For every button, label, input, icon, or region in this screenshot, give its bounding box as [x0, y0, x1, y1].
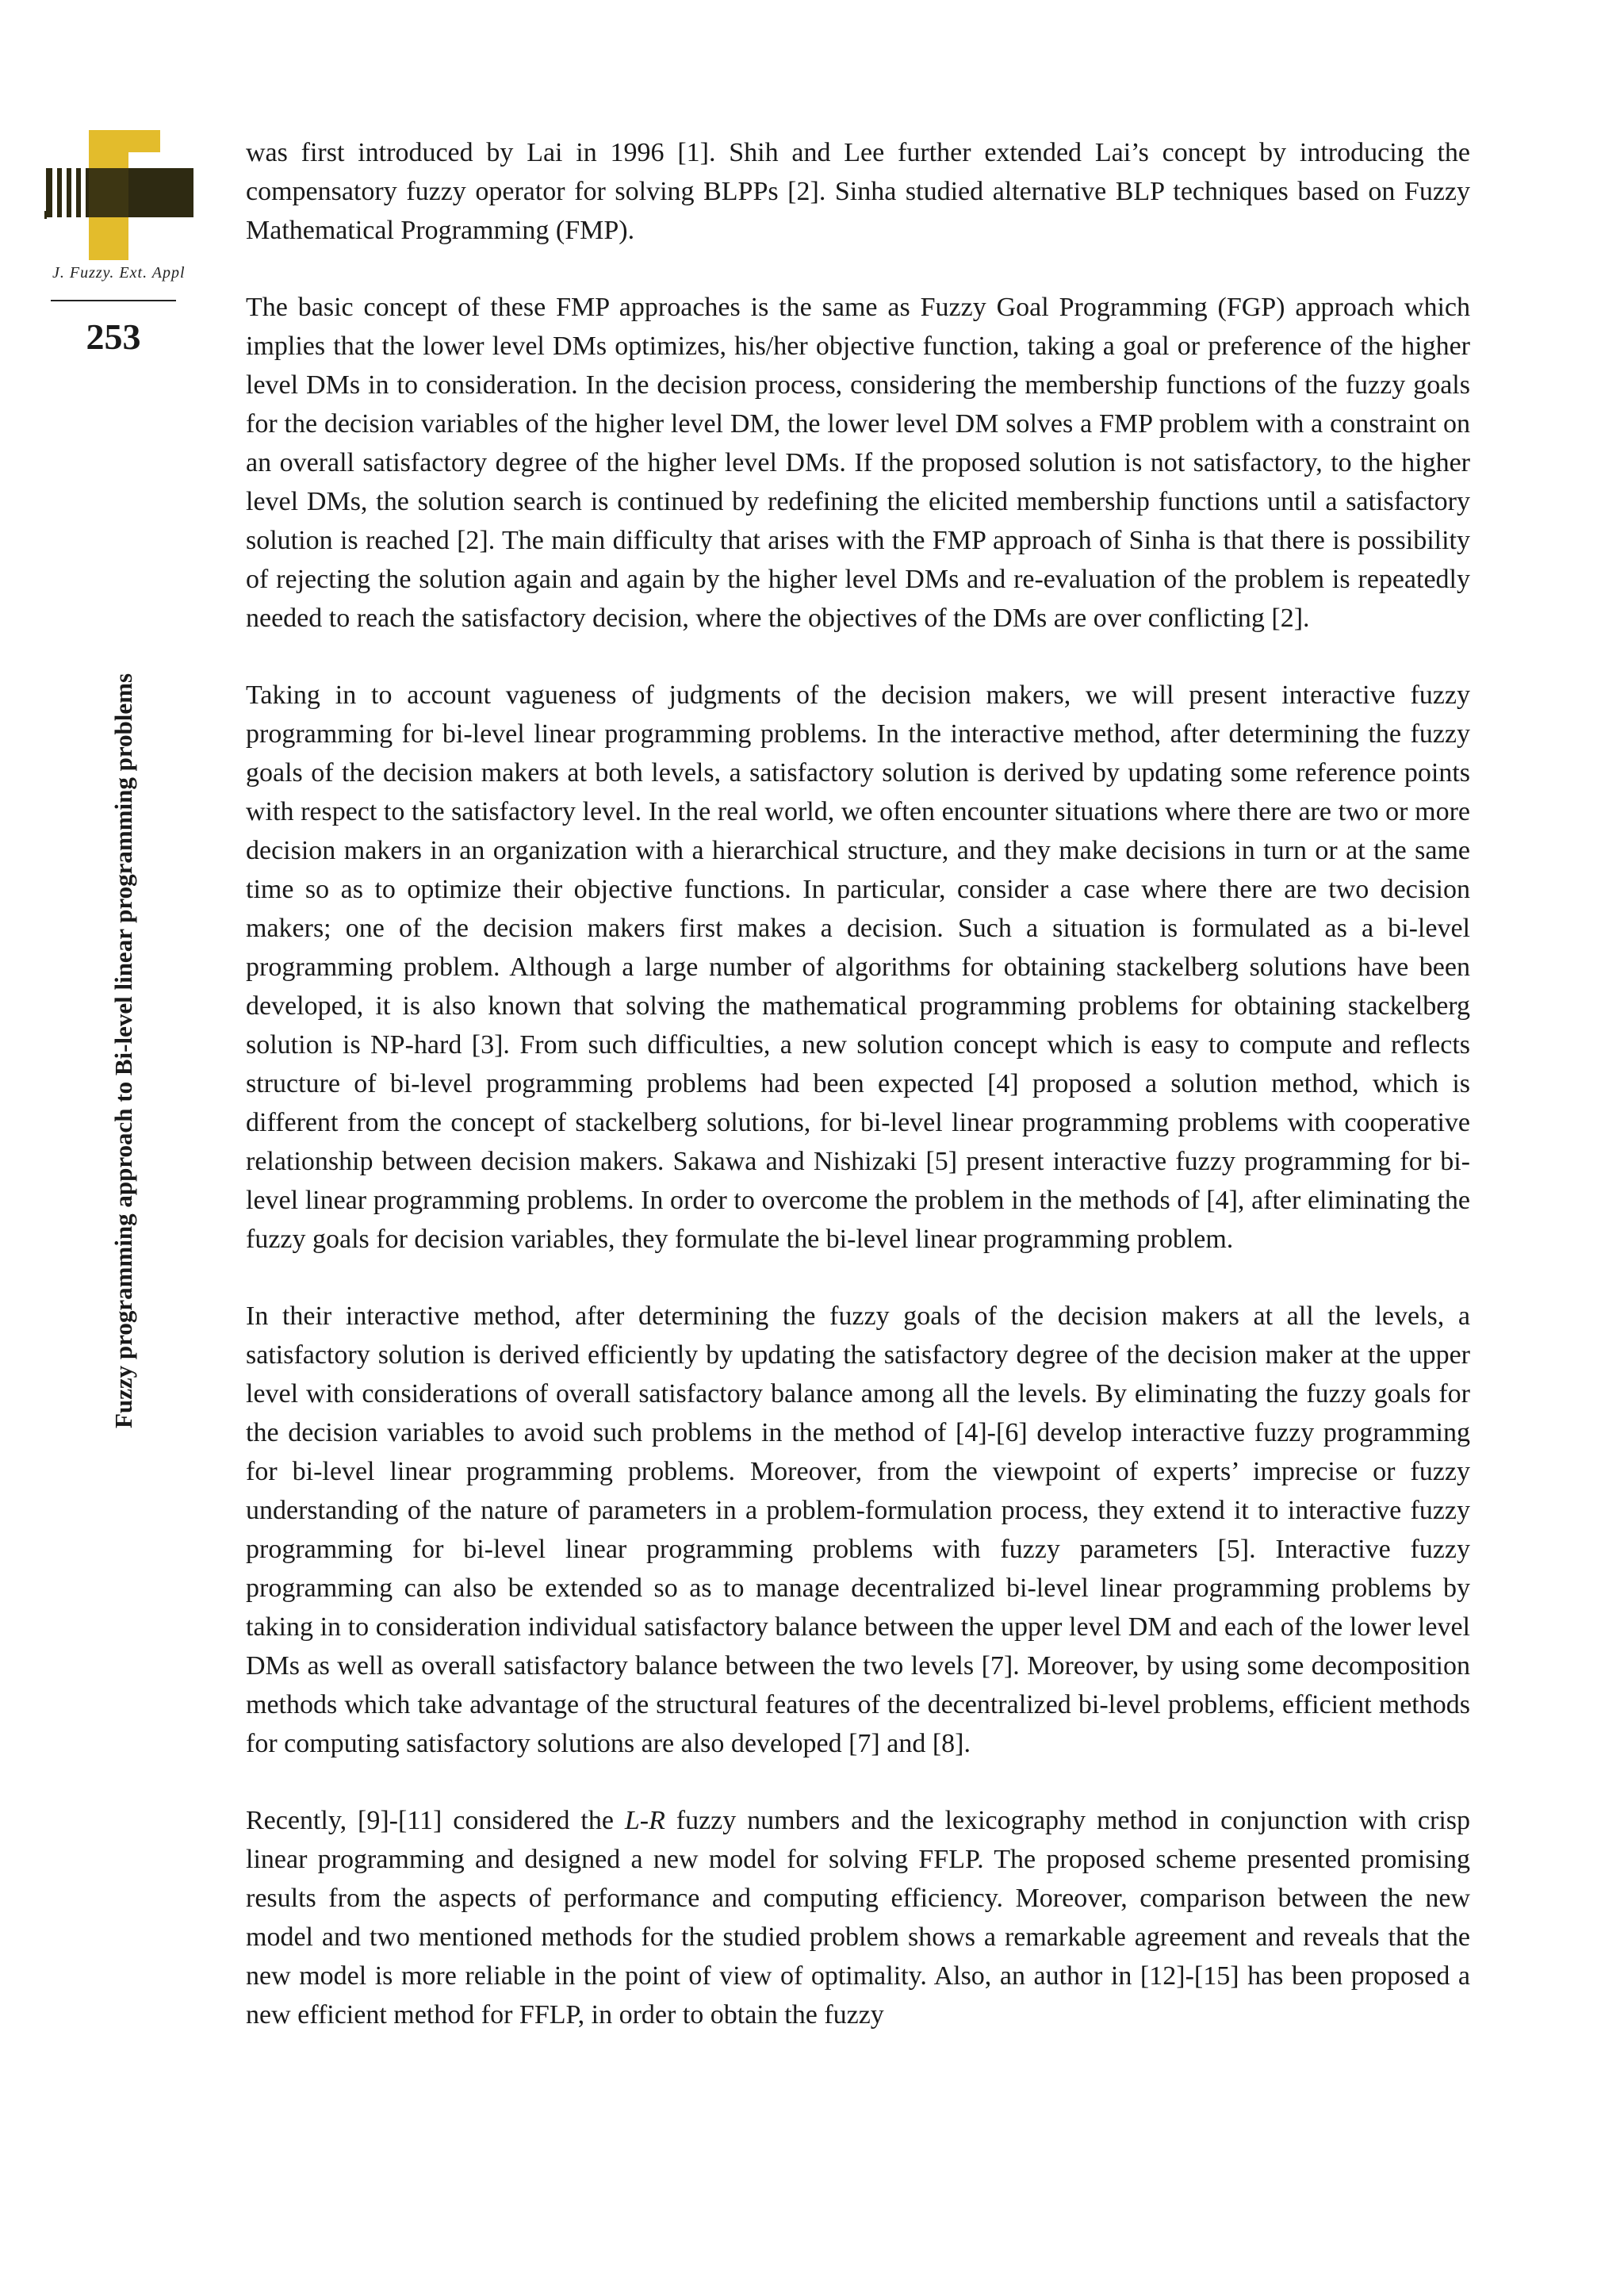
lr-math-symbol: L-R	[624, 1806, 665, 1835]
header-divider	[51, 300, 176, 301]
journal-abbreviation: J. Fuzzy. Ext. Appl	[52, 264, 186, 282]
paragraph-5	[246, 1801, 1470, 2034]
article-body	[246, 133, 1470, 2072]
paragraph-5-rest: fuzzy numbers and the lexicography method in conjunction with crisp linear programming and designed a new model for solving FFLP. The proposed scheme presented promising results from the aspects of performance and computing efficiency. Moreover, comparison between the new model and two mentioned methods for the studied problem shows a remarkable agreement and reveals that the new model is more reliable in the point of view of optimality. Also, an author in [12]-[15] has been proposed a new efficient method for FFLP, in order to obtain the fuzzy	[246, 1806, 1471, 2030]
paragraph-2: The basic concept of these FMP approaches is the same as Fuzzy Goal Programming (FGP) approach which implies that the lower level DMs optimizes, his/her objective function, taking a goal or preference of the higher level DMs in to consideration. In the decision process, considering the membership functions of the fuzzy goals for the decision variables of the higher level DM, the lower level DM solves a FMP problem with a constraint on an overall satisfactory degree of the higher level DMs. If the proposed solution is not satisfactory, to the higher level DMs, the solution search is continued by redefining the elicited membership functions until a satisfactory solution is reached [2]. The main difficulty that arises with the FMP approach of Sinha is that there is possibility of rejecting the solution again and again by the higher level DMs and re-evaluation of the problem is repeatedly needed to reach the satisfactory decision, where the objectives of the DMs are over conflicting [2].	[246, 293, 1470, 633]
paragraph-5-start: Recently, [9]-[11] considered the	[246, 1806, 625, 1835]
paragraph-4: In their interactive method, after determining the fuzzy goals of the decision makers at all the levels, a satisfactory solution is derived efficiently by updating the satisfactory degree of the decision maker at the upper level with considerations of overall satisfactory balance among all the levels. By eliminating the fuzzy goals for the decision variables to avoid such problems in the method of [4]-[6] develop interactive fuzzy programming for bi-level linear programming problems. Moreover, from the viewpoint of experts’ imprecise or fuzzy understanding of the nature of parameters in a problem-formulation process, they extend it to interactive fuzzy programming for bi-level linear programming problems with fuzzy parameters [5]. Interactive fuzzy programming can also be extended so as to manage decentralized bi-level linear programming problems by taking in to consideration individual satisfactory balance between the upper level DM and each of the lower level DMs as well as overall satisfactory balance between the two levels [7]. Moreover, by using some decomposition methods which take advantage of the structural features of the decentralized bi-level problems, efficient methods for computing satisfactory solutions are also developed [7] and [8].	[246, 1301, 1470, 1758]
paragraph-3: Taking in to account vagueness of judgments of the decision makers, we will present interactive fuzzy programming for bi-level linear programming problems. In the interactive method, after determining the fuzzy goals of the decision makers at both levels, a satisfactory solution is derived by updating some reference points with respect to the satisfactory level. In the real world, we often encounter situations where there are two or more decision makers in an organization with a hierarchical structure, and they make decisions in turn or at the same time so as to optimize their objective functions. In particular, consider a case where there are two decision makers; one of the decision makers first makes a decision. Such a situation is formulated as a bi-level programming problem. Although a large number of algorithms for obtaining stackelberg solutions have been developed, it is also known that solving the mathematical programming problems for obtaining stackelberg solution is NP-hard [3]. From such difficulties, a new solution concept which is easy to compute and reflects structure of bi-level programming problems had been expected [4] proposed a solution method, which is different from the concept of stackelberg solutions, for bi-level linear programming problems with cooperative relationship between decision makers. Sakawa and Nishizaki [5] present interactive fuzzy programming for bi-level linear programming problems. In order to overcome the problem in the methods of [4], after eliminating the fuzzy goals for decision variables, they formulate the bi-level linear programming problem.	[246, 680, 1470, 1254]
journal-logo	[44, 128, 195, 263]
paragraph-1: was first introduced by Lai in 1996 [1]. Shih and Lee further extended Lai’s concept by introducing the compensatory fuzzy operator for solving BLPPs [2]. Sinha studied alternative BLP techniques based on Fuzzy Mathematical Programming (FMP).	[246, 138, 1470, 245]
page-number: 253	[86, 316, 141, 357]
journal-logo-icon	[44, 128, 195, 263]
running-title: Fuzzy programming approach to Bi-level linear programming problems	[109, 673, 137, 1429]
